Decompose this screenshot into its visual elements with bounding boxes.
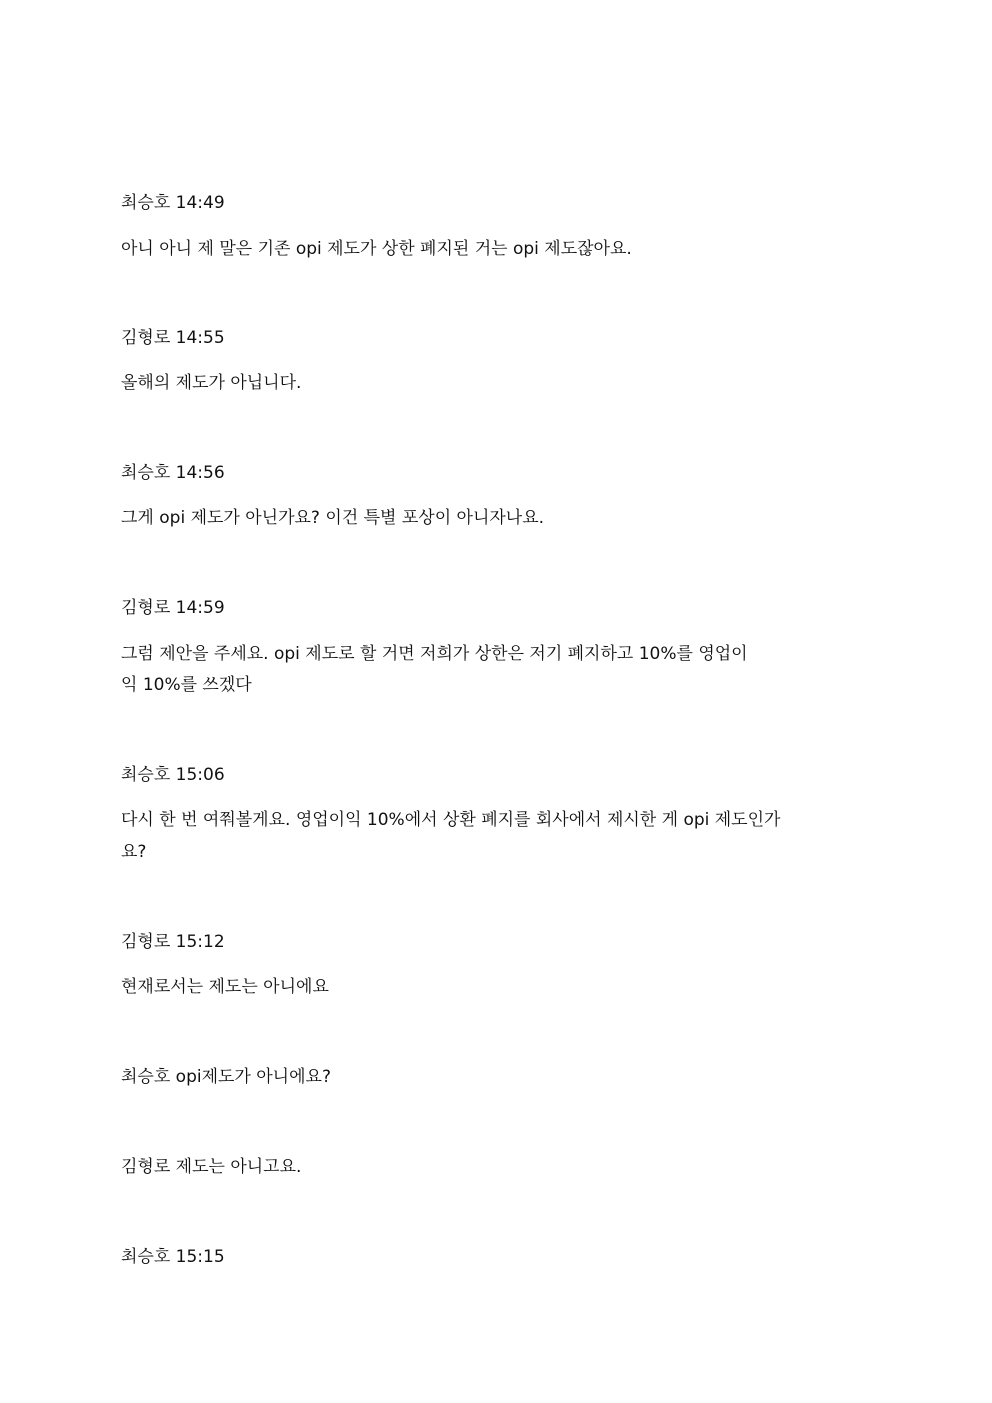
utterance-text: 현재로서는 제도는 아니에요 [121, 977, 329, 997]
utterance-text-line: 요? [121, 842, 147, 862]
speaker-line: 최승호 opi제도가 아니에요? [121, 1067, 331, 1087]
speaker-line: 최승호 15:15 [121, 1247, 225, 1267]
utterance-text: 그게 opi 제도가 아닌가요? 이건 특별 포상이 아니자나요. [121, 508, 545, 528]
utterance-text: 올해의 제도가 아닙니다. [121, 373, 302, 393]
speaker-line: 최승호 14:49 [121, 193, 225, 213]
speaker-line: 김형로 14:59 [121, 598, 225, 618]
utterance-text-line: 익 10%를 쓰겠다 [121, 675, 252, 695]
speaker-line: 김형로 15:12 [121, 932, 225, 952]
utterance-text-line: 그럼 제안을 주세요. opi 제도로 할 거면 저희가 상한은 저기 폐지하고 10%를 영업이 [121, 644, 748, 664]
speaker-line: 김형로 14:55 [121, 328, 225, 348]
speaker-line: 김형로 제도는 아니고요. [121, 1157, 302, 1177]
speaker-line: 최승호 15:06 [121, 765, 225, 785]
utterance-text-line: 다시 한 번 여쭤볼게요. 영업이익 10%에서 상환 폐지를 회사에서 제시한 게 opi 제도인가 [121, 810, 781, 830]
speaker-line: 최승호 14:56 [121, 463, 225, 483]
utterance-text: 아니 아니 제 말은 기존 opi 제도가 상한 폐지된 거는 opi 제도잖아요. [121, 239, 632, 259]
